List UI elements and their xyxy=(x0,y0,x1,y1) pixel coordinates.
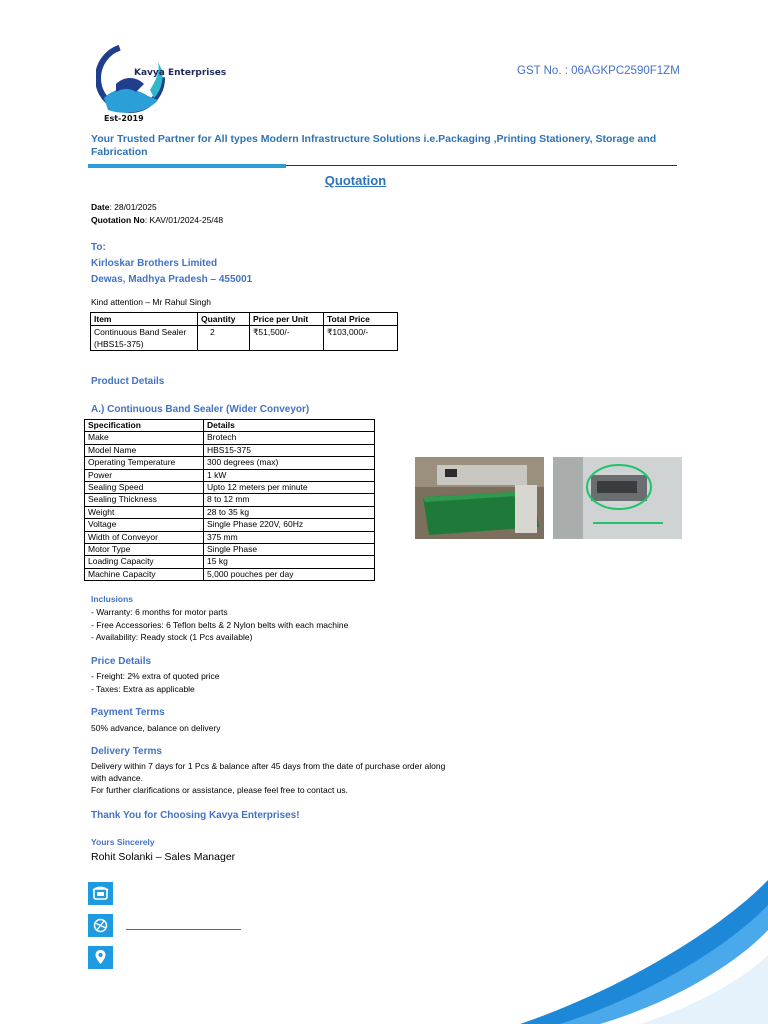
recipient-block xyxy=(91,240,252,288)
gst-number: GST No. : 06AGKPC2590F1ZM xyxy=(517,65,680,77)
delivery-line: with advance. xyxy=(91,773,143,783)
price-table xyxy=(90,312,398,351)
delivery-line: For further clarifications or assistance, please feel free to contact us. xyxy=(91,785,349,795)
spec-value: Upto 12 meters per minute xyxy=(204,482,375,494)
date-line xyxy=(91,202,157,212)
header-item: Item xyxy=(91,313,198,326)
spec-table xyxy=(84,419,375,581)
spec-table-header xyxy=(85,420,375,432)
table-row xyxy=(85,568,375,580)
list-item: - Availability: Ready stock (1 Pcs available) xyxy=(91,632,253,642)
attention-line: Kind attention – Mr Rahul Singh xyxy=(91,297,212,307)
established-year: Est-2019 xyxy=(104,114,144,123)
product-photo-front xyxy=(415,457,544,539)
spec-label: Weight xyxy=(85,506,204,518)
spec-label: Machine Capacity xyxy=(85,568,204,580)
header-specification: Specification xyxy=(85,420,204,432)
yours-sincerely: Yours Sincerely xyxy=(91,837,155,847)
inclusions-heading: Inclusions xyxy=(91,594,134,604)
quotation-number-line xyxy=(91,215,223,225)
spec-value: 375 mm xyxy=(204,531,375,543)
inclusions-list xyxy=(91,606,348,644)
delivery-line: Delivery within 7 days for 1 Pcs & balance after 45 days from the date of purchase order along xyxy=(91,761,446,771)
table-row xyxy=(85,432,375,444)
thank-you-line: Thank You for Choosing Kavya Enterprises! xyxy=(91,810,300,821)
spec-label: Sealing Speed xyxy=(85,482,204,494)
spec-label: Width of Conveyor xyxy=(85,531,204,543)
list-item: - Freight: 2% extra of quoted price xyxy=(91,671,220,681)
list-item: - Warranty: 6 months for motor parts xyxy=(91,607,228,617)
table-row xyxy=(91,326,398,351)
delivery-terms-text xyxy=(91,760,445,796)
spec-value: Brotech xyxy=(204,432,375,444)
spec-label: Model Name xyxy=(85,444,204,456)
table-row xyxy=(85,457,375,469)
spec-label: Loading Capacity xyxy=(85,556,204,568)
table-row xyxy=(85,444,375,456)
date-label: Date xyxy=(91,202,110,212)
header-rule-accent xyxy=(88,164,286,168)
spec-label: Power xyxy=(85,469,204,481)
price-details-list xyxy=(91,670,220,695)
quotation-number-value: : KAV/01/2024-25/48 xyxy=(144,215,224,225)
header-quantity: Quantity xyxy=(198,313,250,326)
website-underline xyxy=(126,929,241,930)
spec-value: 1 kW xyxy=(204,469,375,481)
table-row xyxy=(85,544,375,556)
phone-icon xyxy=(88,882,113,905)
header-price-per-unit: Price per Unit xyxy=(250,313,324,326)
header-details: Details xyxy=(204,420,375,432)
recipient-name: Kirloskar Brothers Limited xyxy=(91,258,218,269)
spec-label: Voltage xyxy=(85,519,204,531)
payment-terms-text: 50% advance, balance on delivery xyxy=(91,723,221,733)
spec-label: Make xyxy=(85,432,204,444)
table-row xyxy=(85,469,375,481)
spec-label: Sealing Thickness xyxy=(85,494,204,506)
to-label: To: xyxy=(91,242,106,253)
product-photo-detail xyxy=(553,457,682,539)
spec-value: Single Phase 220V, 60Hz xyxy=(204,519,375,531)
spec-value: 28 to 35 kg xyxy=(204,506,375,518)
price-details-heading: Price Details xyxy=(91,656,152,667)
table-row xyxy=(85,494,375,506)
recipient-address: Dewas, Madhya Pradesh – 455001 xyxy=(91,274,253,285)
table-row xyxy=(85,482,375,494)
list-item: - Taxes: Extra as applicable xyxy=(91,683,195,694)
delivery-terms-heading: Delivery Terms xyxy=(91,746,162,757)
table-row xyxy=(85,506,375,518)
spec-value: 15 kg xyxy=(204,556,375,568)
location-pin-icon xyxy=(88,946,113,969)
spec-value: Single Phase xyxy=(204,544,375,556)
document-title: Quotation xyxy=(324,173,387,188)
quantity-cell: 2 xyxy=(198,326,250,351)
spec-value: 8 to 12 mm xyxy=(204,494,375,506)
header-total-price: Total Price xyxy=(324,313,398,326)
signer-name: Rohit Solanki – Sales Manager xyxy=(91,851,236,863)
table-row xyxy=(85,519,375,531)
spec-value: 5,000 pouches per day xyxy=(204,568,375,580)
table-row xyxy=(85,531,375,543)
total-price-cell: ₹103,000/- xyxy=(324,326,398,351)
unit-price-cell: ₹51,500/- xyxy=(250,326,324,351)
spec-value: HBS15-375 xyxy=(204,444,375,456)
list-item: - Free Accessories: 6 Teflon belts & 2 Nylon belts with each machine xyxy=(91,619,349,630)
spec-label: Motor Type xyxy=(85,544,204,556)
company-name: Kavya Enterprises xyxy=(134,68,227,78)
globe-icon xyxy=(88,914,113,937)
company-tagline: Your Trusted Partner for All types Modern Infrastructure Solutions i.e.Packaging ,Printing Stationery, Storage and Fabrication xyxy=(91,133,657,158)
price-table-header xyxy=(91,313,398,326)
date-value: : 28/01/2025 xyxy=(109,202,157,212)
spec-label: Operating Temperature xyxy=(85,457,204,469)
item-cell: Continuous Band Sealer (HBS15-375) xyxy=(91,326,198,351)
table-row xyxy=(85,556,375,568)
header-rule xyxy=(286,165,677,166)
payment-terms-heading: Payment Terms xyxy=(91,707,165,718)
quotation-number-label: Quotation No xyxy=(91,215,145,225)
product-details-heading: Product Details xyxy=(91,376,165,387)
product-name: A.) Continuous Band Sealer (Wider Conveyor) xyxy=(91,404,310,415)
spec-value: 300 degrees (max) xyxy=(204,457,375,469)
